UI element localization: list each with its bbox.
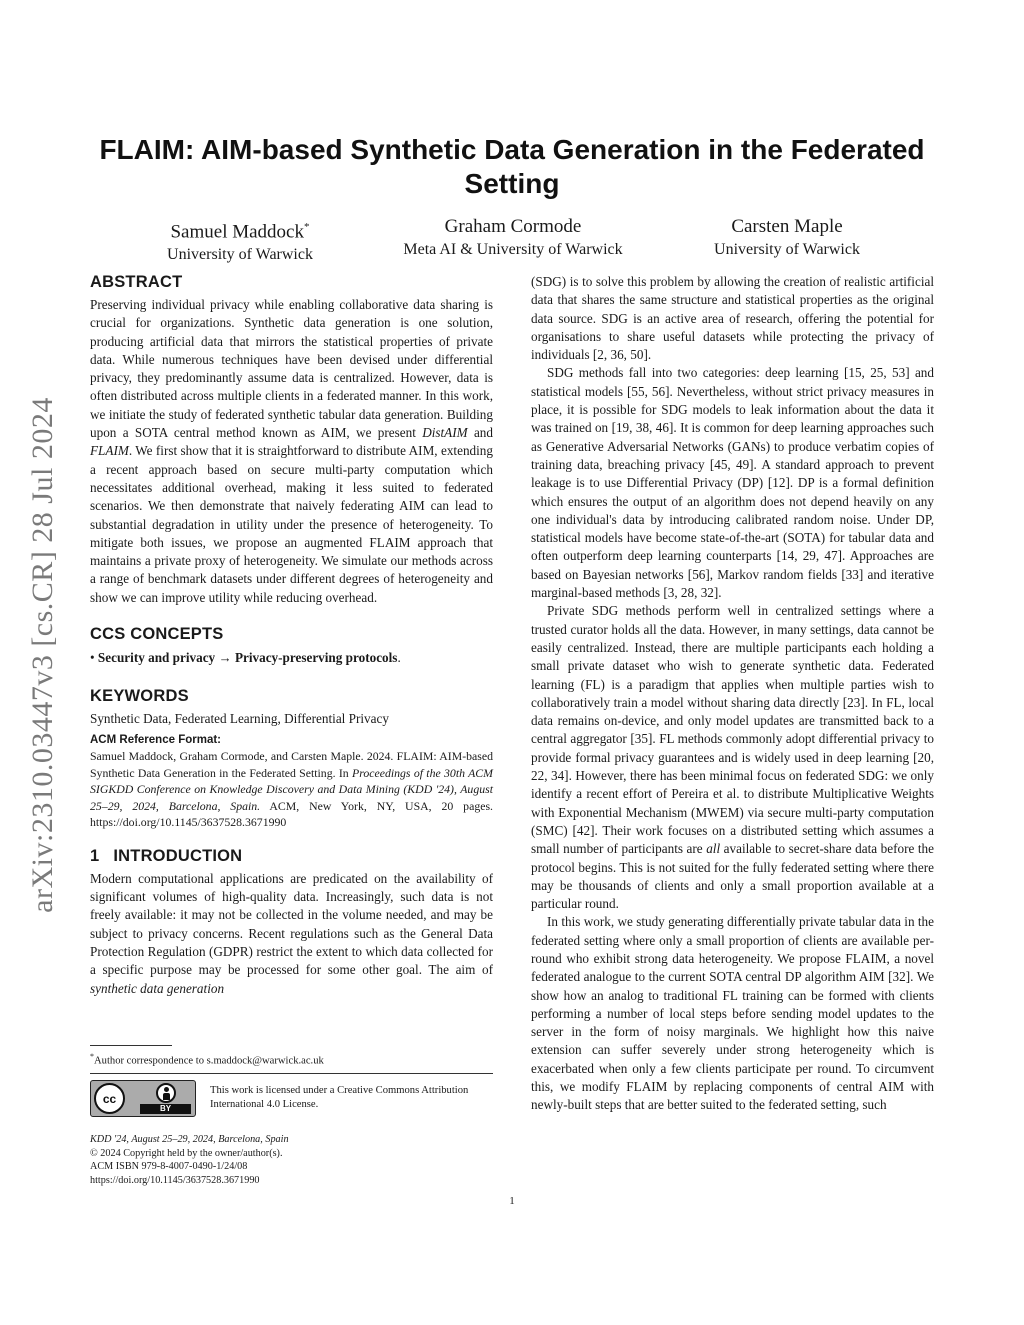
right-column	[531, 273, 934, 1115]
author-footnote-mark: *	[304, 221, 310, 233]
creative-commons-by-badge	[90, 1080, 196, 1117]
footnote-divider	[90, 1045, 172, 1046]
license-divider	[90, 1073, 493, 1074]
introduction-paragraph: In this work, we study generating differentially private tabular data in the federated setting where only a small proportion of clients are available per-round who exhibit strong data heterogeneity. We propose FLAIM, a novel federated analogue to the current SOTA central DP algorithm AIM [32]. We show how an analog to traditional FL training can be formed with clients performing a number of local steps before sending model updates to the server in the form of noisy marginals. We highlight how this naive extension can suffer severely under strong heterogeneity which is exacerbated when only a few clients participate per round. To circumvent this, we modify FLAIM by replacing components of central AIM with newly-built steps that are better suited to the federated setting, such	[531, 914, 934, 1113]
author-affiliation: Meta AI & University of Warwick	[403, 241, 623, 258]
isbn-line: ACM ISBN 979-8-4007-0490-1/24/08	[90, 1161, 248, 1173]
conference-line: KDD '24, August 25–29, 2024, Barcelona, Spain	[90, 1134, 289, 1145]
cc-logo-icon: cc	[94, 1083, 125, 1114]
copyright-line: © 2024 Copyright held by the owner/author(s).	[90, 1147, 283, 1159]
abstract-text: Preserving individual privacy while enabling collaborative data sharing is crucial for organizations. Synthetic data generation is one solution, producing artificial data that mirrors the statistical properties of private data. While numerous techniques have been devised under differential privacy, they predominantly assume data is centralized. However, data is often distributed across multiple clients in a federated manner. In this work, we initiate the study of federated synthetic tabular data generation. Building upon a SOTA central method known as AIM, we present DistAIM and FLAIM. We first show that it is straightforward to distribute AIM, extending a recent approach based on secure multi-party computation which necessitates additional overhead, making it less suited to federated scenarios. We then demonstrate that naively federating AIM can lead to substantial degradation in utility under the presence of heterogeneity. To mitigate both issues, we propose an augmented FLAIM approach that maintains a private proxy of heterogeneity. We simulate our methods across a range of benchmark datasets under different degrees of heterogeneity and show we can improve utility while reducing overhead.	[90, 297, 493, 605]
author-block	[150, 215, 330, 265]
doi-line: https://doi.org/10.1145/3637528.3671990	[90, 1174, 260, 1186]
introduction-paragraph: Private SDG methods perform well in centralized settings where a trusted curator holds all the data. However, in many settings, data cannot be easily centralized. Instead, there are multiple participants each holding a small private dataset who wish to generate synthetic data. Federated learning (FL) is a paradigm that applies when multiple parties wish to collaboratively train a model without sharing data directly [23]. In FL, local data remains on-device, and only model updates are transmitted back to a central aggregator [35]. FL methods commonly adopt differential privacy to provide formal privacy guarantees and is widely used in deep learning [20, 22, 34]. However, there has been minimal focus on federated SDG: we only identify a recent effort of Pereira et al. to distribute Multiplicative Weights with Exponential Mechanism (MWEM) via secure multi-party computation (SMC) [42]. Their work focuses on a distributed setting which assumes a small number of participants are all available to secret-share data before the protocol begins. This is not suited for the fully federated setting where there may be thousands of clients and only a small proportion available at a particular round.	[531, 603, 934, 912]
person-icon	[156, 1083, 176, 1103]
license-statement: This work is licensed under a Creative Commons Attribution International 4.0 License.	[210, 1085, 469, 1110]
attribution-icon	[138, 1081, 193, 1115]
introduction-paragraph: Modern computational applications are predicated on the availability of significant volumes of high-quality data. Increasingly, such data is not freely available: it may not be collected in the volume needed, and may be subject to privacy concerns. Recent regulations such as the General Data Protection Regulation (GDPR) restrict the extent to which data collected for a specific purpose may be processed for some other goal. The aim of synthetic data generation	[90, 870, 493, 996]
author-block	[382, 215, 644, 260]
ccs-concepts-heading: CCS CONCEPTS	[90, 625, 224, 644]
paper-title: FLAIM: AIM-based Synthetic Data Generation in the Federated Setting	[99, 134, 925, 199]
arxiv-identifier-stamp	[22, 365, 64, 945]
author-block	[697, 215, 877, 260]
keywords-list: Synthetic Data, Federated Learning, Differential Privacy	[90, 711, 389, 727]
introduction-heading: 1 INTRODUCTION	[90, 846, 243, 865]
author-affiliation: University of Warwick	[714, 241, 860, 258]
publication-info	[90, 1133, 493, 1187]
by-label: BY	[140, 1104, 191, 1114]
author-correspondence-footnote: *Author correspondence to s.maddock@warwick.ac.uk	[90, 1052, 324, 1067]
abstract-heading: ABSTRACT	[90, 273, 183, 291]
acm-reference-text: Samuel Maddock, Graham Cormode, and Carsten Maple. 2024. FLAIM: AIM-based Synthetic Data Generation in the Federated Setting. In Proceedings of the 30th ACM SIGKDD Conference on Knowledge Discovery and Data Mining (KDD '24), August 25–29, 2024, Barcelona, Spain. ACM, New York, NY, USA, 20 pages. https://doi.org/10.1145/3637528.3671990	[90, 749, 493, 830]
keywords-heading: KEYWORDS	[90, 687, 189, 706]
arxiv-identifier-text: arXiv:2310.03447v3 [cs.CR] 28 Jul 2024	[26, 397, 60, 913]
author-affiliation: University of Warwick	[167, 246, 313, 264]
introduction-paragraph-continued: (SDG) is to solve this problem by allowing the creation of realistic artificial data that shares the same structure and statistical properties as the original data source. SDG is an active area of research, offering the potential for organisations to share useful datasets while protecting the privacy of individuals [2, 36, 50].	[531, 274, 934, 363]
author-name: Graham Cormode	[444, 216, 582, 237]
acm-reference-heading: ACM Reference Format:	[90, 734, 221, 747]
author-name: Samuel Maddock*	[170, 221, 310, 243]
page-number: 1	[509, 1195, 515, 1207]
author-name: Carsten Maple	[731, 216, 843, 237]
left-column	[90, 271, 493, 998]
ccs-concept-entry: • Security and privacy → Privacy-preserving protocols.	[90, 650, 401, 666]
introduction-paragraph: SDG methods fall into two categories: deep learning [15, 25, 53] and statistical models [55, 56]. Nevertheless, without strict privacy measures in place, it is possible for SDG models to leak information about the data it was trained on [19, 38, 46]. It is common for deep learning approaches such as Generative Adversarial Networks (GANs) to produce verbatim copies of training data, breaching privacy [45, 49]. A standard approach to prevent leakage is to use Differential Privacy (DP) [12]. DP is a formal definition which ensures the output of an algorithm does not depend heavily on any one individual's data by introducing calibrated random noise. Under DP, statistical models have become state-of-the-art (SOTA) for tabular data and often outperform deep learning counterparts [14, 29, 47]. Approaches are based on Bayesian networks [56], Markov random fields [33] and iterative marginal-based methods [3, 28, 32].	[531, 365, 934, 601]
